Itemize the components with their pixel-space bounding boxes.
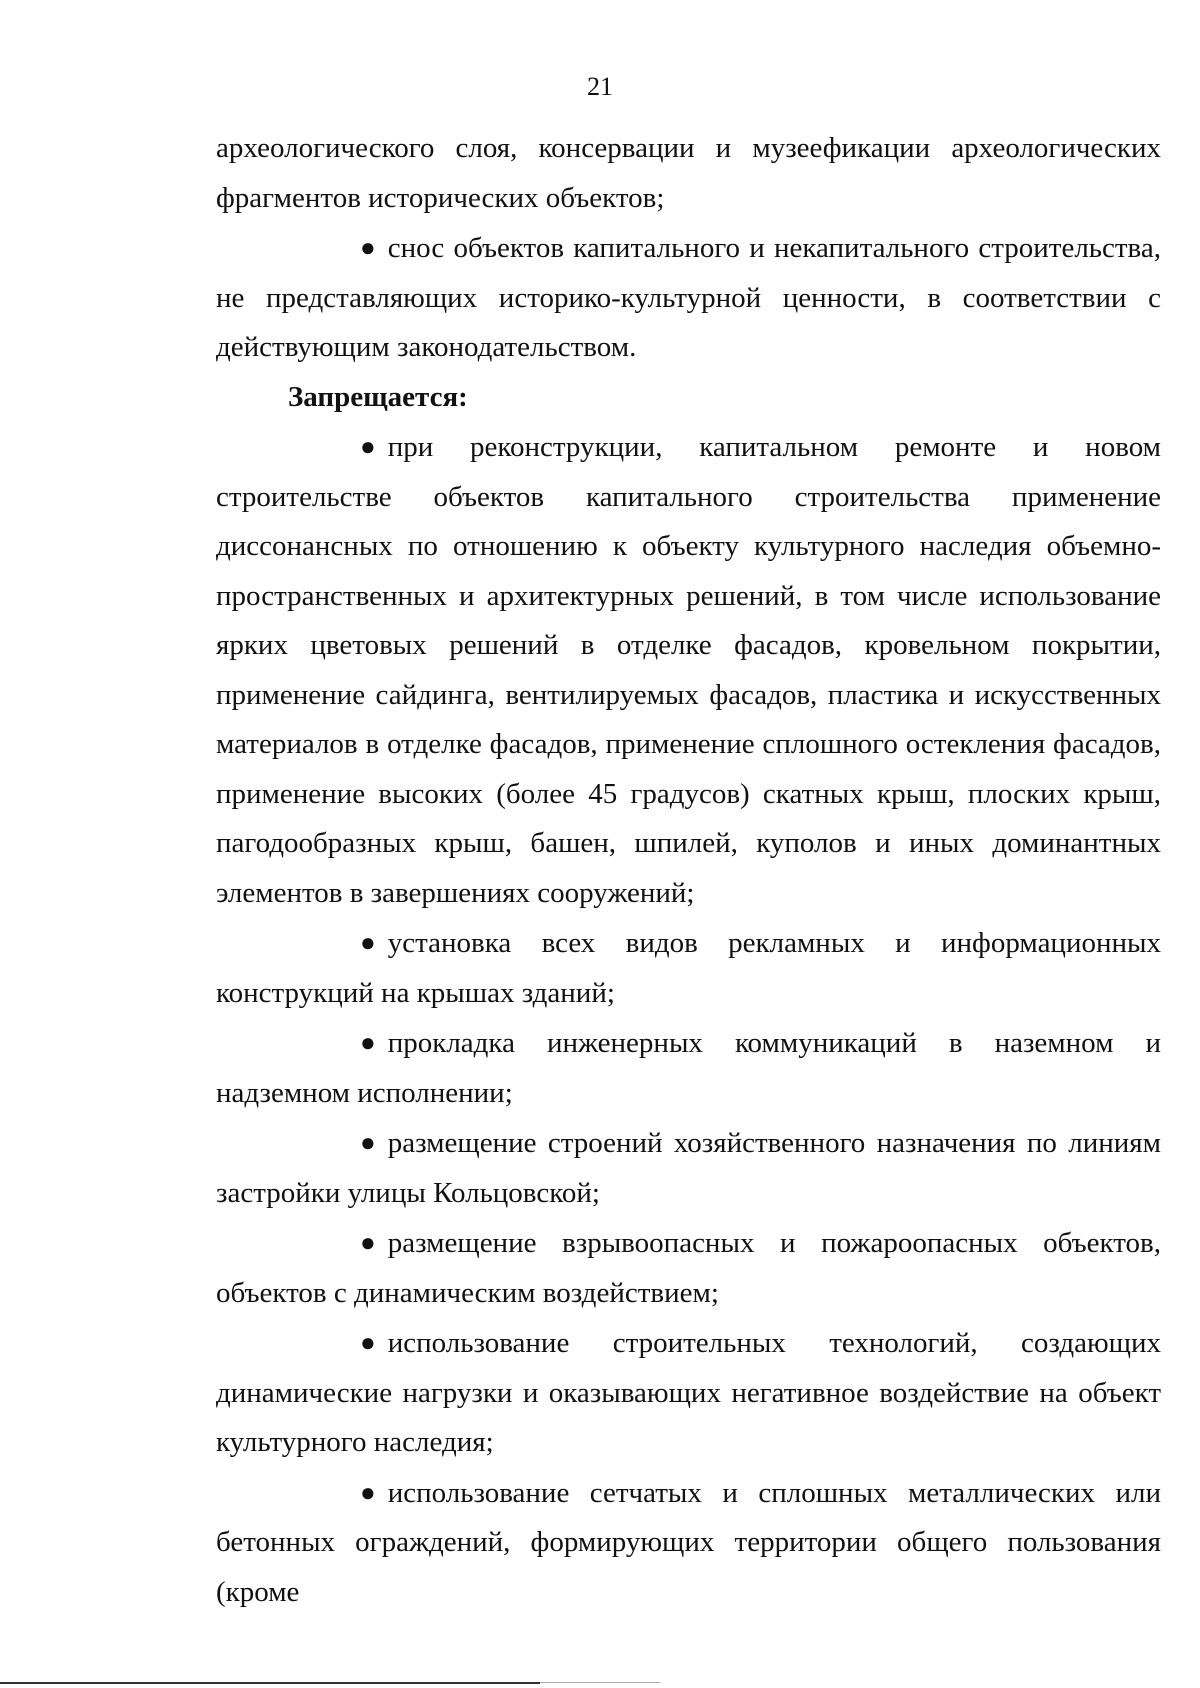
bullet-icon: ● xyxy=(360,1128,376,1157)
list-item-text: размещение взрывоопасных и пожароопасных объектов, объектов с динамическим воздействием; xyxy=(216,1227,1161,1309)
list-item-text: снос объектов капитального и некапитального строительства, не представляющих историко-культурной ценности, в соответствии с действующим законодательством. xyxy=(216,232,1161,363)
list-item-prohibited-design xyxy=(216,422,1161,918)
document-body xyxy=(216,124,1161,1617)
list-item-prohibited-outbuildings xyxy=(216,1118,1161,1218)
intro-continuation-paragraph: археологического слоя, консервации и музеефикации археологических фрагментов исторических объектов; xyxy=(216,132,1161,214)
prohibited-heading: Запрещается: xyxy=(288,380,468,413)
list-item-prohibited-utilities xyxy=(216,1018,1161,1118)
list-item-text: использование строительных технологий, создающих динамические нагрузки и оказывающих негативное воздействие на объект культурного наследия; xyxy=(216,1327,1161,1458)
bullet-icon: ● xyxy=(360,1028,376,1057)
bottom-scan-edge-faint xyxy=(540,1682,660,1683)
bullet-icon: ● xyxy=(360,1477,376,1507)
list-item-text: размещение строений хозяйственного назначения по линиям застройки улицы Кольцовской; xyxy=(216,1127,1161,1209)
bullet-icon: ● xyxy=(360,1328,376,1357)
list-item-text: при реконструкции, капитальном ремонте и новом строительстве объектов капитального строительства применение диссонансных по отношению к объекту культурного наследия объемно-пространственных и архитектурных решений, в том числе использование ярких цветовых решений в отделке фасадов, кровельном покрытии, применение сайдинга, вентилируемых фасадов, пластика и искусственных материалов в отделке фасадов, применение сплошного остекления фасадов, применение высоких (более 45 градусов) скатных крыш, плоских крыш, пагодообразных крыш, башен, шпилей, куполов и иных доминантных элементов в завершениях сооружений; xyxy=(216,431,1161,909)
list-item-text: прокладка инженерных коммуникаций в наземном и надземном исполнении; xyxy=(216,1027,1161,1109)
list-item-prohibited-technologies xyxy=(216,1318,1161,1468)
bullet-icon: ● xyxy=(360,233,376,262)
bullet-icon: ● xyxy=(360,928,376,957)
list-item-text: использование сетчатых и сплошных металлических или бетонных ограждений, формирующих территории общего пользования (кроме xyxy=(216,1476,1161,1608)
bullet-icon: ● xyxy=(360,1228,376,1257)
bullet-icon: ● xyxy=(360,432,376,461)
list-item-prohibited-fences xyxy=(216,1468,1161,1618)
list-item-demolition xyxy=(216,223,1161,373)
list-item-prohibited-hazardous xyxy=(216,1218,1161,1318)
list-item-prohibited-advertising xyxy=(216,918,1161,1018)
page-number: 21 xyxy=(587,72,613,101)
bottom-scan-edge xyxy=(0,1682,540,1684)
list-item-text: установка всех видов рекламных и информационных конструкций на крышах зданий; xyxy=(216,927,1161,1009)
